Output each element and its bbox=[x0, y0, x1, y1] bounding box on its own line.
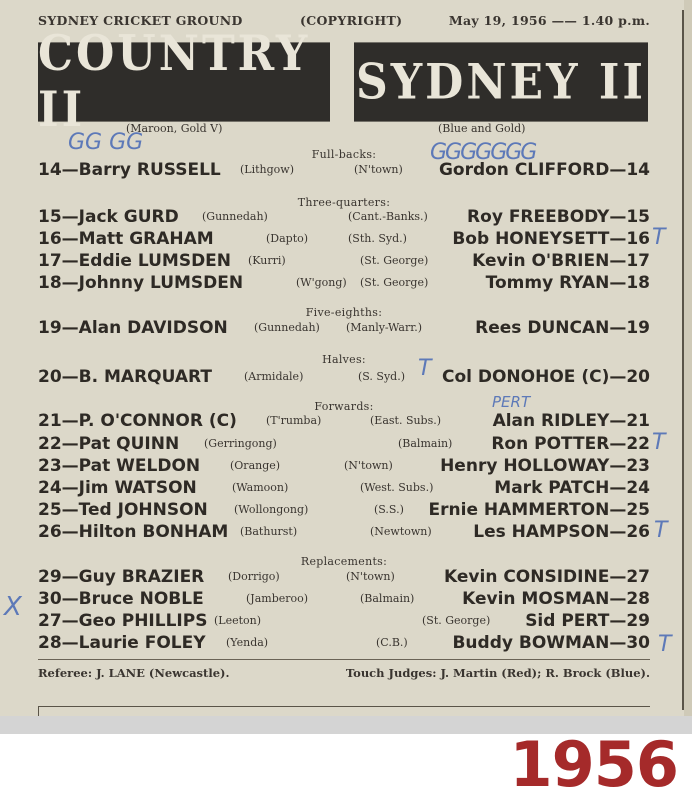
country-player-club: (Wamoon) bbox=[232, 481, 289, 494]
lineup-row bbox=[38, 522, 650, 544]
sydney-player-club: (Balmain) bbox=[398, 437, 453, 450]
lineup-row bbox=[38, 160, 650, 182]
ground-name: SYDNEY CRICKET GROUND bbox=[38, 13, 243, 28]
sydney-player: Kevin O'BRIEN—17 bbox=[472, 251, 650, 271]
sydney-player: Col DONOHOE (C)—20 bbox=[441, 367, 650, 387]
country-player-club: (Jamberoo) bbox=[246, 592, 309, 605]
bottom-box-line bbox=[38, 706, 650, 707]
country-player: 21—P. O'CONNOR (C) bbox=[38, 411, 237, 431]
country-player-club: (Wollongong) bbox=[234, 503, 309, 516]
sydney-player-club: (N'town) bbox=[346, 570, 395, 583]
sydney-player: Buddy BOWMAN—30 bbox=[452, 633, 650, 653]
country-player: 30—Bruce NOBLE bbox=[38, 589, 204, 609]
sydney-player: Henry HOLLOWAY—23 bbox=[440, 456, 650, 476]
country-player-club: (Gunnedah) bbox=[254, 321, 320, 334]
sydney-player: Tommy RYAN—18 bbox=[485, 273, 650, 293]
sydney-player: Ernie HAMMERTON—25 bbox=[428, 500, 650, 520]
sydney-player-club: (West. Subs.) bbox=[360, 481, 434, 494]
section-forwards: Forwards: bbox=[314, 400, 374, 413]
referee-text: Referee: J. LANE (Newcastle). bbox=[38, 666, 230, 680]
pen-mark-left: GG GG bbox=[68, 130, 144, 155]
team-colors-sydney: (Blue and Gold) bbox=[438, 122, 526, 135]
sydney-player: Alan RIDLEY—21 bbox=[492, 411, 650, 431]
sydney-player-club: (Sth. Syd.) bbox=[348, 232, 407, 245]
sydney-player: Kevin MOSMAN—28 bbox=[462, 589, 650, 609]
sydney-player-club: (S. Syd.) bbox=[358, 370, 406, 383]
sydney-player-club: (St. George) bbox=[422, 614, 491, 627]
country-player-club: (Dapto) bbox=[266, 232, 309, 245]
sydney-player-club: (St. George) bbox=[360, 276, 429, 289]
lineup-row bbox=[38, 456, 650, 478]
section-halves: Halves: bbox=[322, 353, 366, 366]
team-colors-country: (Maroon, Gold V) bbox=[126, 122, 223, 135]
page-border-line bbox=[682, 10, 684, 710]
pen-mark-noble: X bbox=[4, 592, 22, 622]
country-player-club: (Bathurst) bbox=[240, 525, 298, 538]
paper-edge bbox=[684, 0, 692, 716]
country-player-club: (T'rumba) bbox=[266, 414, 322, 427]
country-player: 25—Ted JOHNSON bbox=[38, 500, 208, 520]
country-player: 17—Eddie LUMSDEN bbox=[38, 251, 232, 271]
lineup-row bbox=[38, 611, 650, 633]
sydney-player: Sid PERT—29 bbox=[525, 611, 650, 631]
country-player-club: (W'gong) bbox=[296, 276, 347, 289]
footer-rule bbox=[38, 659, 650, 660]
touch-judges-text: Touch Judges: J. Martin (Red); R. Brock (Blue). bbox=[345, 666, 650, 680]
country-player: 22—Pat QUINN bbox=[38, 434, 180, 454]
lineup-row bbox=[38, 411, 650, 433]
country-player-club: (Yenda) bbox=[226, 636, 269, 649]
country-player-club: (Dorrigo) bbox=[228, 570, 280, 583]
section-fiveeighths: Five-eighths: bbox=[305, 306, 383, 319]
sydney-player: Mark PATCH—24 bbox=[494, 478, 650, 498]
country-player: 23—Pat WELDON bbox=[38, 456, 201, 476]
lineup-row bbox=[38, 500, 650, 522]
section-fullbacks: Full-backs: bbox=[311, 148, 377, 161]
sydney-player-club: (C.B.) bbox=[376, 636, 408, 649]
sydney-player: Kevin CONSIDINE—27 bbox=[444, 567, 650, 587]
sydney-player: Bob HONEYSETT—16 bbox=[452, 229, 650, 249]
country-player: 27—Geo PHILLIPS bbox=[38, 611, 208, 631]
lineup-row bbox=[38, 589, 650, 611]
pen-mark-bowman: T bbox=[658, 632, 672, 657]
year-caption: 1956 bbox=[509, 728, 678, 801]
pen-mark-potter: T bbox=[652, 430, 666, 455]
sydney-player-club: (East. Subs.) bbox=[370, 414, 442, 427]
lineup-row bbox=[38, 567, 650, 589]
country-player: 18—Johnny LUMSDEN bbox=[38, 273, 244, 293]
sydney-player: Rees DUNCAN—19 bbox=[475, 318, 650, 338]
lineup-row bbox=[38, 273, 650, 295]
country-player: 29—Guy BRAZIER bbox=[38, 567, 205, 587]
country-player: 14—Barry RUSSELL bbox=[38, 160, 221, 180]
lineup-row bbox=[38, 229, 650, 251]
pen-mark-right: GGGGGGG bbox=[430, 140, 536, 165]
sydney-player-club: (St. George) bbox=[360, 254, 429, 267]
sydney-player: Roy FREEBODY—15 bbox=[467, 207, 650, 227]
sydney-player: Les HAMPSON—26 bbox=[473, 522, 650, 542]
bottom-box-corner bbox=[38, 706, 39, 716]
pen-mark-donohoe: T bbox=[418, 356, 432, 381]
lineup-row bbox=[38, 434, 650, 456]
lineup-row bbox=[38, 633, 650, 655]
team-banner-country: COUNTRY II bbox=[38, 42, 330, 121]
country-player-club: (Lithgow) bbox=[240, 163, 294, 176]
pen-mark-hampson: T bbox=[654, 518, 668, 543]
lineup-row bbox=[38, 367, 650, 389]
country-player-club: (Orange) bbox=[230, 459, 281, 472]
lineup-row bbox=[38, 318, 650, 340]
lineup-row bbox=[38, 478, 650, 500]
pen-mark-pert: PERT bbox=[492, 393, 531, 411]
sydney-player: Ron POTTER—22 bbox=[491, 434, 650, 454]
section-threequarters: Three-quarters: bbox=[297, 196, 391, 209]
country-player-club: (Leeton) bbox=[214, 614, 262, 627]
sydney-player: Gordon CLIFFORD—14 bbox=[438, 160, 650, 180]
pen-mark-honeysett: T bbox=[652, 225, 666, 250]
country-player: 28—Laurie FOLEY bbox=[38, 633, 206, 653]
sydney-player-club: (Newtown) bbox=[370, 525, 432, 538]
copyright-label: (COPYRIGHT) bbox=[300, 13, 403, 28]
lineup-row bbox=[38, 207, 650, 229]
country-player: 24—Jim WATSON bbox=[38, 478, 197, 498]
sydney-player-club: (Balmain) bbox=[360, 592, 415, 605]
lineup-row bbox=[38, 251, 650, 273]
country-player: 26—Hilton BONHAM bbox=[38, 522, 229, 542]
sydney-player-club: (S.S.) bbox=[374, 503, 404, 516]
sydney-player-club: (N'town) bbox=[344, 459, 393, 472]
match-datetime: May 19, 1956 —— 1.40 p.m. bbox=[448, 13, 650, 28]
country-player-club: (Gunnedah) bbox=[202, 210, 268, 223]
country-player: 16—Matt GRAHAM bbox=[38, 229, 214, 249]
section-replacements: Replacements: bbox=[300, 555, 388, 568]
country-player: 19—Alan DAVIDSON bbox=[38, 318, 228, 338]
sydney-player-club: (Cant.-Banks.) bbox=[348, 210, 428, 223]
country-player: 20—B. MARQUART bbox=[38, 367, 212, 387]
country-player-club: (Gerringong) bbox=[204, 437, 277, 450]
country-player: 15—Jack GURD bbox=[38, 207, 179, 227]
country-player-club: (Kurri) bbox=[248, 254, 286, 267]
country-player-club: (Armidale) bbox=[244, 370, 304, 383]
sydney-player-club: (Manly-Warr.) bbox=[346, 321, 423, 334]
sydney-player-club: (N'town) bbox=[354, 163, 403, 176]
team-banner-sydney: SYDNEY II bbox=[354, 42, 648, 121]
